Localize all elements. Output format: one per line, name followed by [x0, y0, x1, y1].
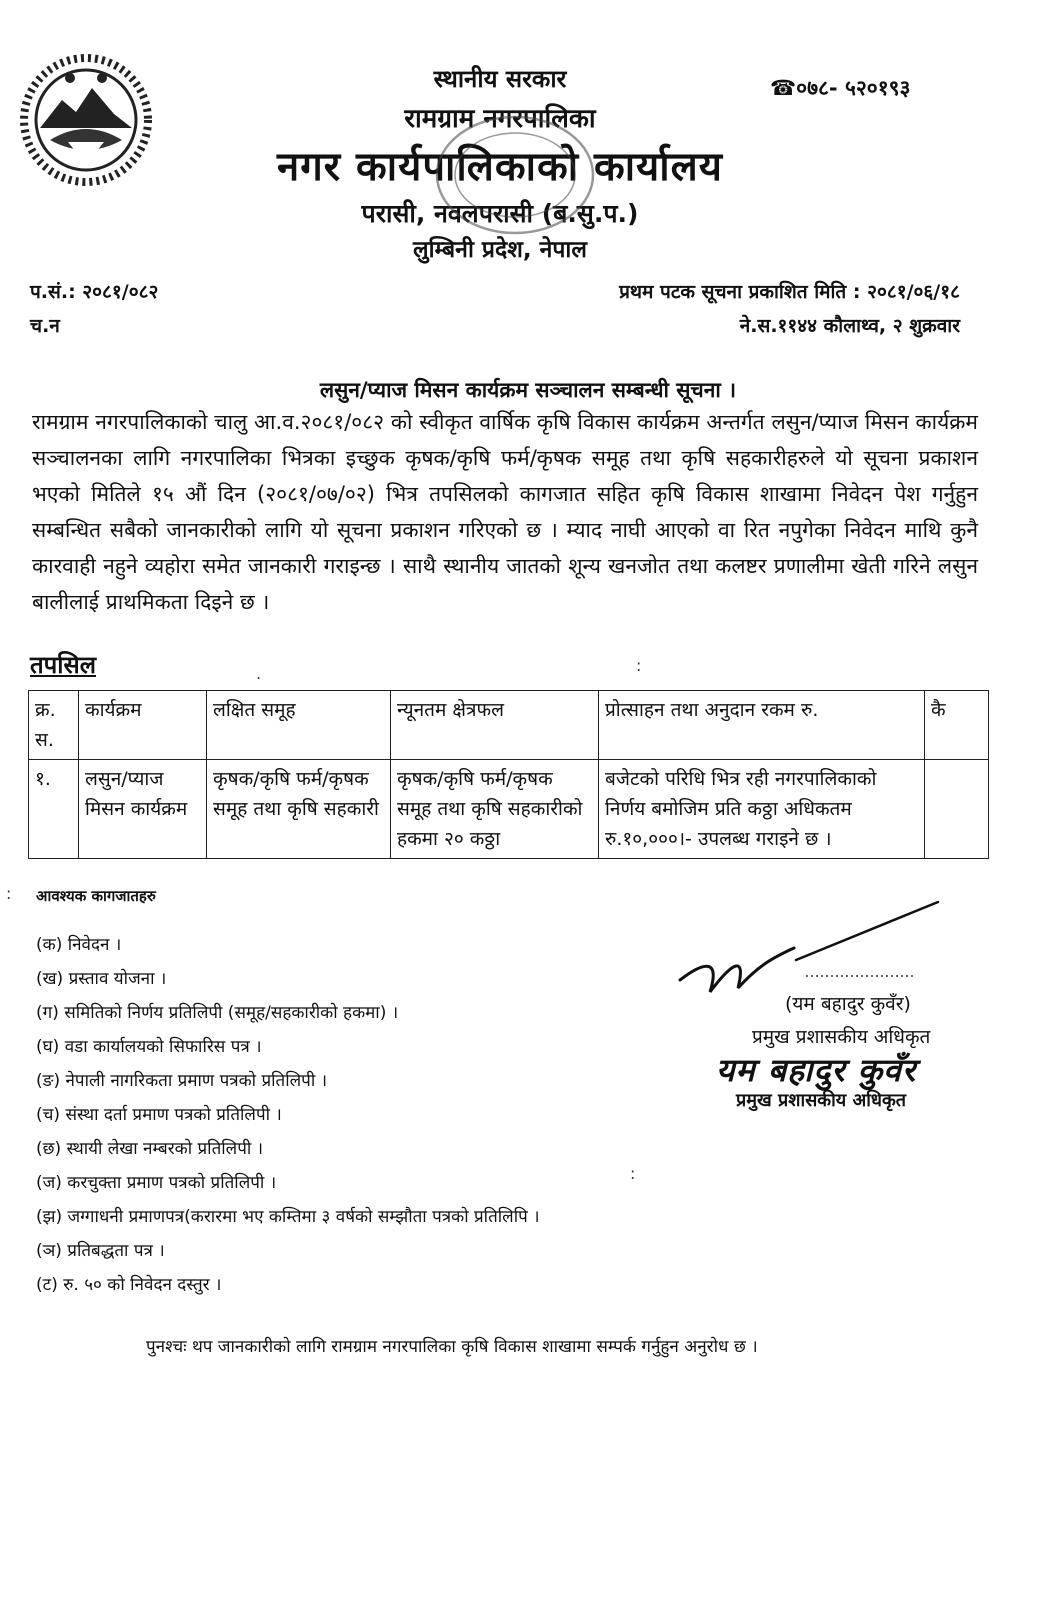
table-header-row	[29, 691, 989, 760]
office-address: परासी, नवलपरासी (ब.सु.प.)	[361, 199, 639, 228]
office-name: नगर कार्यपालिकाको कार्यालय	[277, 144, 723, 190]
table-cell: १.	[29, 760, 79, 859]
list-item: (ट) रु. ५० को निवेदन दस्तुर ।	[36, 1275, 222, 1295]
list-item: (ग) समितिको निर्णय प्रतिलिपी (समूह/सहकारीको हकमा) ।	[36, 1003, 399, 1023]
program-table	[28, 690, 989, 859]
letter-number: प.सं.: २०८१/०८२	[30, 281, 159, 303]
speck: :	[630, 1164, 636, 1183]
list-item: (ख) प्रस्ताव योजना ।	[36, 969, 167, 989]
municipality-name: रामग्राम नगरपालिका	[404, 104, 596, 134]
nepal-sambat-date: ने.स.११४४ कौलाथ्व, २ शुक्रवार	[739, 315, 960, 337]
table-cell: लसुन/प्याज मिसन कार्यक्रम	[79, 760, 207, 859]
column-header: कै	[925, 691, 989, 760]
speck: :	[636, 656, 642, 675]
dispatch-number: च.न	[30, 315, 60, 337]
name-stamp: यम बहादुर कुवँर	[716, 1051, 917, 1089]
column-header: प्रोत्साहन तथा अनुदान रकम रु.	[599, 691, 925, 760]
list-item: (झ) जग्गाधनी प्रमाणपत्र(करारमा भए कम्तिमा ३ वर्षको सम्झौता पत्रको प्रतिलिपि ।	[36, 1207, 540, 1227]
nepal-emblem-icon	[10, 48, 162, 188]
column-header: कार्यक्रम	[79, 691, 207, 760]
table-cell: कृषक/कृषि फर्म/कृषक समूह तथा कृषि सहकारीको हकमा २० कठ्ठा	[391, 760, 599, 859]
office-seal-stamp	[420, 105, 610, 245]
table-cell: कृषक/कृषि फर्म/कृषक समूह तथा कृषि सहकारी	[207, 760, 391, 859]
table-row	[29, 760, 989, 859]
footer-note: पुनश्चः थप जानकारीको लागि रामग्राम नगरपालिका कृषि विकास शाखामा सम्पर्क गर्नुहुन अनुरोध छ ।	[146, 1337, 758, 1357]
list-item: (ज) करचुक्ता प्रमाण पत्रको प्रतिलिपी ।	[36, 1173, 277, 1193]
speck: :	[6, 884, 12, 903]
province-label: लुम्बिनी प्रदेश, नेपाल	[413, 237, 587, 263]
list-item: (ञ) प्रतिबद्धता पत्र ।	[36, 1241, 165, 1261]
list-item: (च) संस्था दर्ता प्रमाण पत्रको प्रतिलिपी ।	[36, 1105, 282, 1125]
list-item: (क) निवेदन ।	[36, 935, 122, 955]
notice-body-paragraph: रामग्राम नगरपालिकाको चालु आ.व.२०८१/०८२ को स्वीकृत वार्षिक कृषि विकास कार्यक्रम अन्तर्गत लसुन/प्याज मिसन कार्यक्रम सञ्चालनका लागि नगरपालिका भित्रका इच्छुक कृषक/कृषि फर्म/कृषक समूह तथा कृषि सहकारीहरुले यो सूचना प्रकाशन भएको मितिले १५ औं दिन (२०८१/०७/०२) भित्र तपसिलको कागजात सहित कृषि विकास शाखामा निवेदन पेश गर्नुहुन सम्बन्धित सबैको जानकारीको लागि यो सूचना प्रकाशन गरिएको छ । म्याद नाघी आएको वा रित नपुगेका निवेदन माथि कुनै कारवाही नहुने व्यहोरा समेत जानकारी गराइन्छ । साथै स्थानीय जातको शून्य खनजोत तथा कलष्टर प्रणालीमा खेती गरिने लसुन बालीलाई प्राथमिकता दिइने छ ।	[32, 410, 978, 614]
signatory-name: (यम बहादुर कुवँर)	[785, 993, 911, 1015]
phone-number: ☎०७८- ५२०१९३	[770, 76, 911, 100]
details-heading: तपसिल	[30, 651, 97, 679]
list-item: (ङ) नेपाली नागरिकता प्रमाण पत्रको प्रतिलिपी ।	[36, 1071, 328, 1091]
table-cell	[925, 760, 989, 859]
column-header: न्यूनतम क्षेत्रफल	[391, 691, 599, 760]
documents-heading: आवश्यक कागजातहरु	[36, 887, 156, 905]
title-stamp: प्रमुख प्रशासकीय अधिकृत	[736, 1090, 907, 1111]
notice-body	[32, 404, 978, 620]
speck: .	[256, 664, 262, 683]
list-item: (छ) स्थायी लेखा नम्बरको प्रतिलिपी ।	[36, 1139, 264, 1159]
column-header: क्र. स.	[29, 691, 79, 760]
local-government-label: स्थानीय सरकार	[433, 65, 567, 93]
table-cell: बजेटको परिधि भित्र रही नगरपालिकाको निर्णय बमोजिम प्रति कठ्ठा अधिकतम रु.१०,०००।- उपलब्ध गराइने छ ।	[599, 760, 925, 859]
signatory-title: प्रमुख प्रशासकीय अधिकृत	[752, 1026, 931, 1048]
phone-icon: ☎	[770, 76, 797, 100]
documents-list	[36, 928, 540, 1302]
notice-subject: लसुन/प्याज मिसन कार्यक्रम सञ्चालन सम्बन्धी सूचना ।	[319, 378, 737, 402]
published-date: प्रथम पटक सूचना प्रकाशित मिति : २०८१/०६/१८	[619, 281, 960, 303]
list-item: (घ) वडा कार्यालयको सिफारिस पत्र ।	[36, 1037, 262, 1057]
column-header: लक्षित समूह	[207, 691, 391, 760]
